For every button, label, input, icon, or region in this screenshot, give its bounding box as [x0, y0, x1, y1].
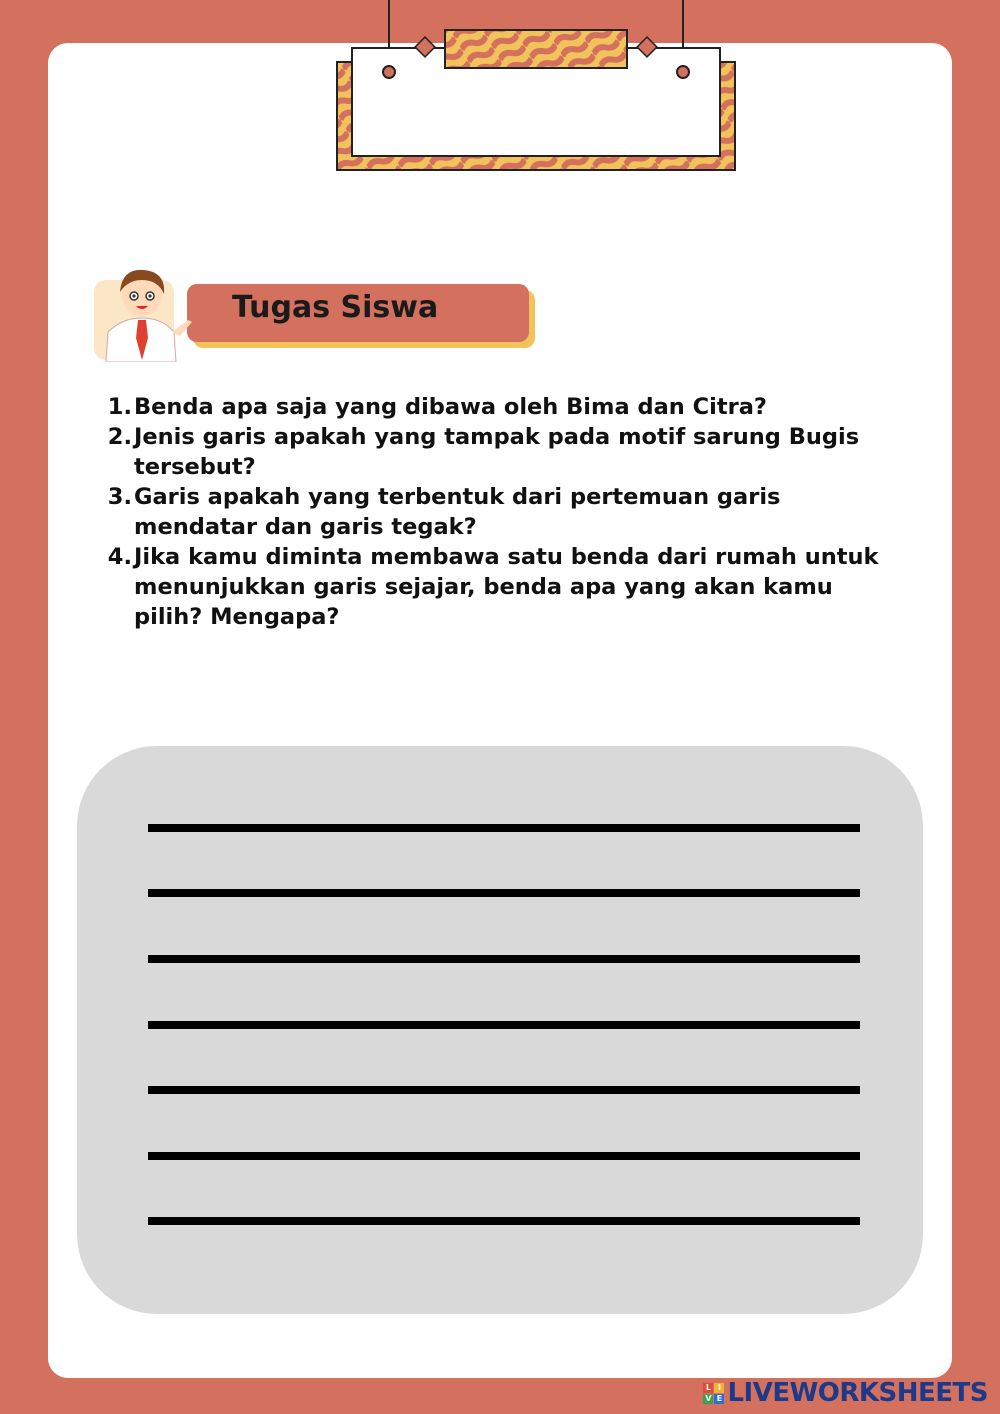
question-number: 4.	[107, 544, 132, 570]
answer-line[interactable]	[148, 955, 860, 963]
question-text: Benda apa saja yang dibawa oleh Bima dan Citra?	[134, 394, 767, 420]
answer-line[interactable]	[148, 824, 860, 832]
student-character-icon	[92, 262, 202, 362]
liveworksheets-logo-icon	[703, 1383, 724, 1404]
list-item	[104, 542, 884, 632]
question-number: 1.	[107, 394, 132, 420]
logo-letter: V	[705, 1393, 712, 1403]
question-list	[104, 392, 884, 632]
question-text: Jika kamu diminta membawa satu benda dari rumah untuk menunjukkan garis sejajar, benda apa yang akan kamu pilih? Mengapa?	[134, 544, 879, 630]
question-number: 3.	[107, 484, 132, 510]
answer-line[interactable]	[148, 1217, 860, 1225]
logo-letter: L	[703, 1383, 713, 1393]
list-item	[104, 482, 884, 542]
answer-line[interactable]	[148, 1086, 860, 1094]
section-title: Tugas Siswa	[232, 290, 439, 325]
logo-letter: I	[714, 1383, 724, 1393]
answer-box[interactable]	[77, 746, 923, 1314]
answer-line[interactable]	[148, 889, 860, 897]
question-text: Jenis garis apakah yang tampak pada motif sarung Bugis tersebut?	[134, 424, 860, 480]
brand-name: LIVEWORKSHEETS	[727, 1378, 988, 1408]
list-item	[104, 392, 884, 422]
hanging-sign-icon	[336, 0, 736, 172]
answer-line[interactable]	[148, 1152, 860, 1160]
brand-watermark	[703, 1378, 988, 1408]
list-item	[104, 422, 884, 482]
logo-letter: E	[714, 1394, 724, 1404]
answer-line[interactable]	[148, 1021, 860, 1029]
section-badge	[92, 262, 542, 362]
question-number: 2.	[107, 424, 132, 450]
question-text: Garis apakah yang terbentuk dari pertemuan garis mendatar dan garis tegak?	[134, 484, 781, 540]
